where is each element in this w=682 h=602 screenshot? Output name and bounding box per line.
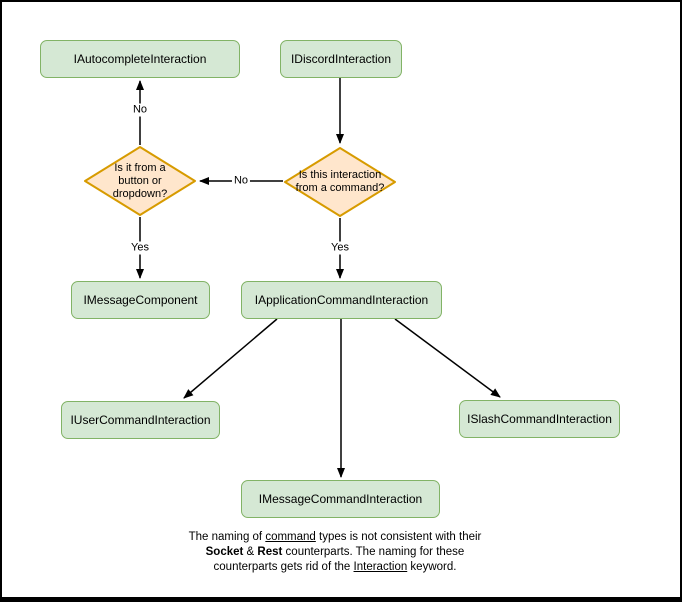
node-imessagecomponent bbox=[71, 281, 210, 319]
decision-interaction-from-command-label: Is this interaction from a command? bbox=[295, 169, 385, 194]
node-idiscordinteraction bbox=[280, 40, 402, 78]
caption-underline-interaction: Interaction bbox=[353, 561, 408, 573]
caption-text: counterparts gets rid of the bbox=[213, 561, 354, 573]
node-imessagecommandinteraction-label: IMessageCommandInteraction bbox=[258, 492, 423, 506]
caption-line-1 bbox=[2, 530, 668, 545]
caption-line-2 bbox=[2, 545, 668, 560]
node-iusercommandinteraction bbox=[61, 401, 220, 439]
caption-text: counterparts. The naming for these bbox=[282, 546, 465, 558]
caption-text: keyword. bbox=[407, 561, 457, 573]
caption-text: & bbox=[243, 546, 258, 558]
edge-label-yes-message-component: Yes bbox=[131, 241, 149, 254]
decision-from-button-or-dropdown bbox=[83, 145, 197, 217]
caption-bold-socket: Socket bbox=[205, 546, 244, 558]
node-iautocompleteinteraction bbox=[40, 40, 240, 78]
caption-text: types is not consistent with their bbox=[315, 531, 482, 543]
caption-text: The naming of bbox=[188, 531, 266, 543]
node-idiscordinteraction-label: IDiscordInteraction bbox=[290, 52, 392, 66]
node-islashcommandinteraction bbox=[459, 400, 620, 438]
decision-from-button-or-dropdown-label: Is it from a button or dropdown? bbox=[112, 161, 168, 200]
node-iautocompleteinteraction-label: IAutocompleteInteraction bbox=[73, 52, 207, 66]
edge-label-yes-application-command: Yes bbox=[331, 241, 349, 254]
node-iusercommandinteraction-label: IUserCommandInteraction bbox=[70, 413, 211, 427]
node-imessagecommandinteraction bbox=[241, 480, 440, 518]
node-imessagecomponent-label: IMessageComponent bbox=[83, 293, 198, 307]
caption bbox=[2, 530, 668, 575]
caption-underline-command: command bbox=[265, 531, 316, 543]
node-iapplicationcommandinteraction bbox=[241, 281, 442, 319]
caption-bold-rest: Rest bbox=[257, 546, 283, 558]
edge-application-command-to-slash-command bbox=[395, 319, 500, 397]
edge-label-no-component-decision: No bbox=[233, 174, 249, 187]
decision-interaction-from-command bbox=[283, 146, 397, 218]
node-iapplicationcommandinteraction-label: IApplicationCommandInteraction bbox=[254, 293, 429, 307]
edge-application-command-to-user-command bbox=[184, 319, 277, 398]
edge-label-no-autocomplete: No bbox=[132, 103, 148, 116]
node-islashcommandinteraction-label: ISlashCommandInteraction bbox=[467, 412, 612, 426]
caption-line-3 bbox=[2, 560, 668, 575]
